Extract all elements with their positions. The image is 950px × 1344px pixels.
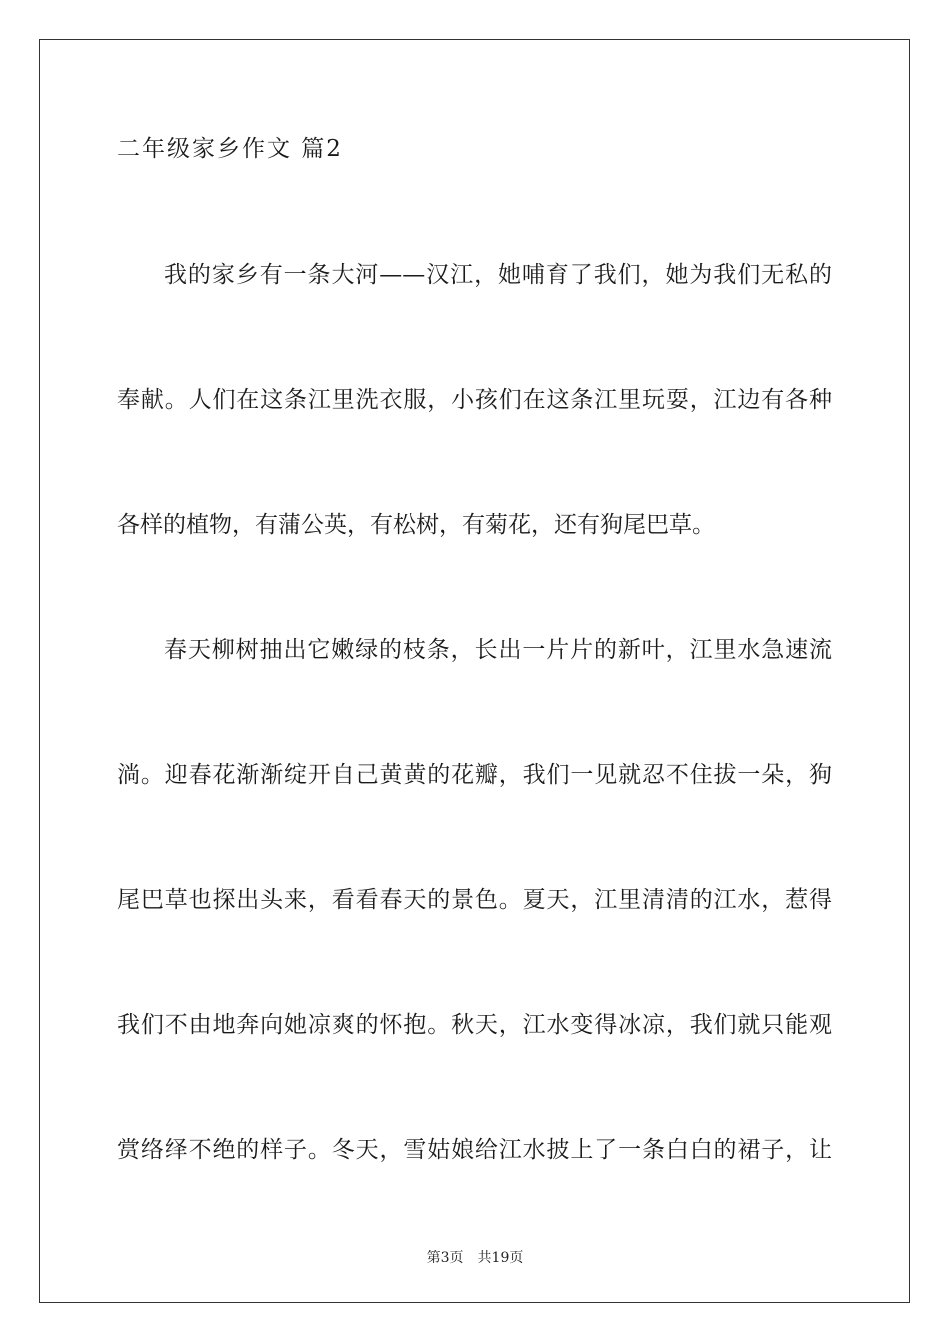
paragraph-line: 我的家乡有一条大河——汉江，她哺育了我们，她为我们无私的 <box>164 262 832 288</box>
paragraph-line: 奉献。人们在这条江里洗衣服，小孩们在这条江里玩耍，江边有各种 <box>117 387 832 413</box>
page-number: 第3页 <box>426 1250 464 1266</box>
paragraph-line: 我们不由地奔向她凉爽的怀抱。秋天，江水变得冰凉，我们就只能观 <box>117 1012 832 1038</box>
paragraph-line: 尾巴草也探出头来，看看春天的景色。夏天，江里清清的江水，惹得 <box>117 887 832 913</box>
page-total: 共19页 <box>477 1250 524 1266</box>
document-title: 二年级家乡作文 篇2 <box>117 136 343 162</box>
paragraph-line: 赏络绎不绝的样子。冬天，雪姑娘给江水披上了一条白白的裙子，让 <box>117 1137 832 1163</box>
paragraph-line: 春天柳树抽出它嫩绿的枝条，长出一片片的新叶，江里水急速流 <box>164 637 832 663</box>
paragraph-line: 各样的植物，有蒲公英，有松树，有菊花，还有狗尾巴草。 <box>117 512 715 538</box>
page-border <box>39 39 910 1303</box>
paragraph-line: 淌。迎春花渐渐绽开自己黄黄的花瓣，我们一见就忍不住拔一朵，狗 <box>117 762 832 788</box>
page-footer <box>0 1247 950 1267</box>
